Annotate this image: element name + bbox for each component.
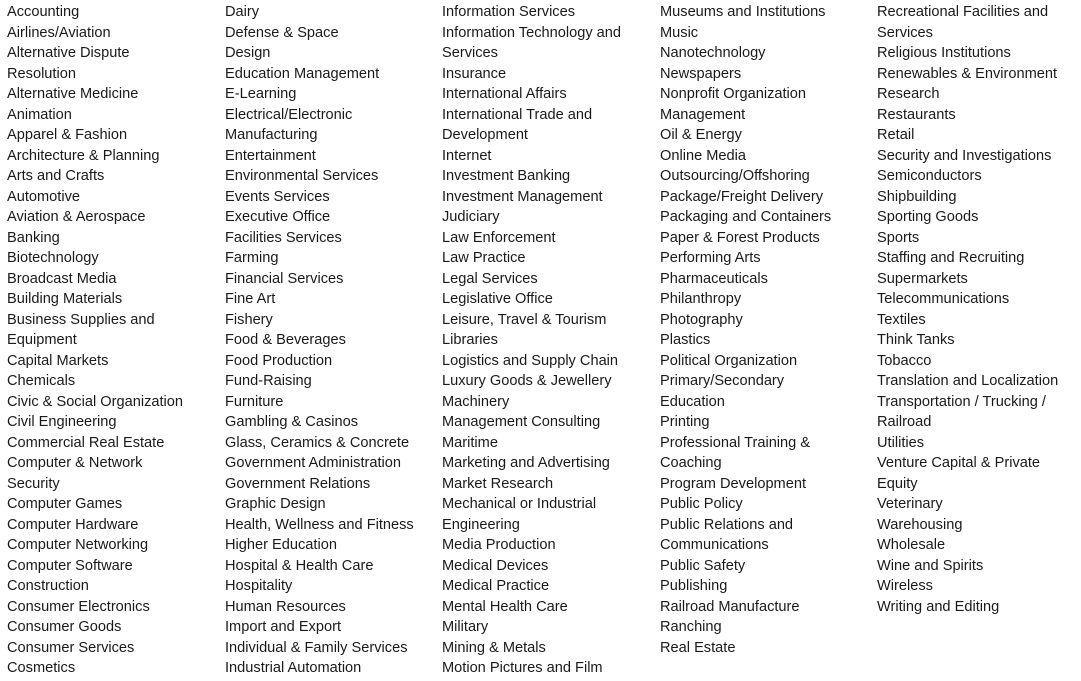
industry-list-item: Manufacturing bbox=[225, 127, 318, 143]
industry-column-3 bbox=[442, 2, 621, 679]
industry-list-item: Higher Education bbox=[225, 537, 337, 553]
industry-list-item: Veterinary bbox=[877, 496, 943, 512]
industry-list-item: Resolution bbox=[7, 65, 76, 82]
industry-list-item: Alternative Medicine bbox=[7, 86, 139, 102]
industry-list-item: Defense & Space bbox=[225, 24, 339, 41]
industry-list-item: Nanotechnology bbox=[660, 45, 766, 61]
industry-list-item: Apparel & Fashion bbox=[7, 127, 128, 143]
industry-list-item: Printing bbox=[660, 414, 710, 430]
industry-column-5 bbox=[877, 2, 1058, 617]
industry-list-item: Military bbox=[442, 619, 489, 635]
industry-list-item: Equity bbox=[877, 475, 918, 492]
industry-list-item: Research bbox=[877, 86, 940, 102]
industry-list-item: Translation and Localization bbox=[877, 373, 1059, 389]
industry-list-item: Computer Games bbox=[7, 496, 123, 512]
industry-list-item: Retail bbox=[877, 127, 915, 143]
industry-list-item: Aviation & Aerospace bbox=[7, 209, 146, 225]
industry-list-item: Investment Banking bbox=[442, 168, 571, 184]
industry-list-item: Venture Capital & Private bbox=[877, 455, 1041, 471]
industry-list-item: Security bbox=[7, 475, 60, 492]
industry-list-item: Legislative Office bbox=[442, 291, 553, 307]
industry-list-item: Coaching bbox=[660, 455, 722, 471]
industry-list-item: Professional Training & bbox=[660, 434, 811, 451]
industry-column-2 bbox=[225, 2, 414, 679]
industry-list-item: Railroad Manufacture bbox=[660, 598, 800, 615]
industry-list-item: Hospital & Health Care bbox=[225, 557, 374, 574]
industry-list-item: Marketing and Advertising bbox=[442, 455, 610, 471]
industry-list-item: Gambling & Casinos bbox=[225, 414, 359, 430]
industry-list-item: Security and Investigations bbox=[877, 147, 1052, 164]
industry-list-item: Utilities bbox=[877, 434, 925, 451]
industry-list-item: Government Relations bbox=[225, 475, 371, 492]
industry-list-item: Nonprofit Organization bbox=[660, 86, 807, 102]
industry-list-item: Machinery bbox=[442, 393, 510, 410]
industry-list-item: Animation bbox=[7, 106, 72, 123]
industry-list-item: Wine and Spirits bbox=[877, 557, 984, 574]
industry-list-item: Food Production bbox=[225, 352, 333, 369]
industry-list-item: Fishery bbox=[225, 311, 273, 328]
industry-list-item: Furniture bbox=[225, 393, 284, 410]
industry-list-item: Human Resources bbox=[225, 598, 346, 615]
industry-list-item: Newspapers bbox=[660, 65, 742, 82]
industry-list-item: Recreational Facilities and bbox=[877, 4, 1049, 20]
industry-list-item: Public Safety bbox=[660, 557, 746, 574]
industry-list-item: Performing Arts bbox=[660, 250, 761, 266]
industry-list-item: Individual & Family Services bbox=[225, 639, 408, 656]
industry-list-item: Facilities Services bbox=[225, 229, 342, 246]
industry-list-item: Industrial Automation bbox=[225, 660, 362, 676]
industry-list-item: Libraries bbox=[442, 332, 498, 348]
industry-list-item: Telecommunications bbox=[877, 291, 1010, 307]
industry-list-item: Medical Practice bbox=[442, 578, 550, 594]
industry-list-item: Philanthropy bbox=[660, 291, 742, 307]
industry-list-item: Consumer Electronics bbox=[7, 598, 150, 615]
industry-list-item: International Trade and bbox=[442, 106, 593, 123]
industry-column-4 bbox=[660, 2, 831, 658]
industry-list-item: Arts and Crafts bbox=[7, 168, 105, 184]
industry-list-item: Development bbox=[442, 127, 528, 143]
industry-list-item: Financial Services bbox=[225, 270, 344, 287]
industry-column-1 bbox=[7, 2, 183, 679]
industry-list-item: Information Technology and bbox=[442, 24, 622, 41]
industry-list-item: Education Management bbox=[225, 65, 380, 82]
industry-list-item: Think Tanks bbox=[877, 332, 955, 348]
industry-list-item: E-Learning bbox=[225, 86, 297, 102]
industry-list-item: Shipbuilding bbox=[877, 188, 957, 205]
industry-list-item: Ranching bbox=[660, 619, 722, 635]
industry-list-item: Outsourcing/Offshoring bbox=[660, 168, 810, 184]
industry-list-item: Law Enforcement bbox=[442, 229, 556, 246]
industry-list-item: Maritime bbox=[442, 434, 498, 451]
industry-list-item: Management Consulting bbox=[442, 414, 601, 430]
industry-list-item: Public Relations and bbox=[660, 516, 794, 533]
industry-list-item: Management bbox=[660, 106, 746, 123]
industry-list-item: Real Estate bbox=[660, 639, 736, 656]
industry-list-item: Program Development bbox=[660, 475, 807, 492]
industry-list-item: Internet bbox=[442, 147, 492, 164]
industry-list-item: Motion Pictures and Film bbox=[442, 660, 603, 676]
industry-list-item: Entertainment bbox=[225, 147, 316, 164]
industry-list-item: Services bbox=[442, 45, 498, 61]
industry-list-item: Glass, Ceramics & Concrete bbox=[225, 434, 410, 451]
industry-list-item: Mechanical or Industrial bbox=[442, 496, 597, 512]
industry-list-item: Executive Office bbox=[225, 209, 331, 225]
industry-list-item: Restaurants bbox=[877, 106, 956, 123]
industry-list-item: Wireless bbox=[877, 578, 933, 594]
industry-list-item: Pharmaceuticals bbox=[660, 270, 768, 287]
industry-list-item: Insurance bbox=[442, 65, 507, 82]
industry-list-page bbox=[0, 2, 1081, 681]
industry-list-item: Package/Freight Delivery bbox=[660, 188, 824, 205]
industry-list-item: Cosmetics bbox=[7, 660, 76, 676]
industry-list-item: Public Policy bbox=[660, 496, 743, 512]
industry-list-item: Online Media bbox=[660, 147, 746, 164]
industry-list-item: Chemicals bbox=[7, 373, 76, 389]
industry-list-item: Equipment bbox=[7, 332, 77, 348]
industry-list-item: Plastics bbox=[660, 332, 711, 348]
industry-list-item: Publishing bbox=[660, 578, 728, 594]
industry-list-item: Design bbox=[225, 45, 271, 61]
industry-list-item: Photography bbox=[660, 311, 743, 328]
industry-list-item: Primary/Secondary bbox=[660, 373, 785, 389]
industry-list-item: Textiles bbox=[877, 311, 926, 328]
industry-list-item: Leisure, Travel & Tourism bbox=[442, 311, 607, 328]
industry-list-item: Consumer Goods bbox=[7, 619, 122, 635]
industry-list-item: Judiciary bbox=[442, 209, 500, 225]
industry-list-item: Fund-Raising bbox=[225, 373, 312, 389]
industry-list-item: Law Practice bbox=[442, 250, 526, 266]
industry-list-item: Health, Wellness and Fitness bbox=[225, 516, 414, 533]
industry-list-item: Mining & Metals bbox=[442, 639, 546, 656]
industry-list-item: Building Materials bbox=[7, 291, 123, 307]
industry-list-item: Banking bbox=[7, 229, 60, 246]
industry-list-item: Civil Engineering bbox=[7, 414, 117, 430]
industry-list-item: Information Services bbox=[442, 4, 576, 20]
industry-list-item: Education bbox=[660, 393, 725, 410]
industry-list-item: Medical Devices bbox=[442, 557, 549, 574]
industry-list-item: Tobacco bbox=[877, 352, 932, 369]
industry-list-item: Supermarkets bbox=[877, 270, 968, 287]
industry-list-item: Electrical/Electronic bbox=[225, 106, 353, 123]
industry-list-item: Staffing and Recruiting bbox=[877, 250, 1025, 266]
industry-list-item: Farming bbox=[225, 250, 279, 266]
industry-list-item: Religious Institutions bbox=[877, 45, 1011, 61]
industry-list-item: Legal Services bbox=[442, 270, 538, 287]
industry-list-item: Biotechnology bbox=[7, 250, 99, 266]
industry-list-item: Environmental Services bbox=[225, 168, 379, 184]
industry-list-item: Commercial Real Estate bbox=[7, 434, 165, 451]
industry-list-item: Food & Beverages bbox=[225, 332, 346, 348]
industry-list-item: Semiconductors bbox=[877, 168, 982, 184]
industry-list-item: Alternative Dispute bbox=[7, 45, 130, 61]
industry-list-item: Museums and Institutions bbox=[660, 4, 826, 20]
industry-list-item: Events Services bbox=[225, 188, 330, 205]
industry-list-item: Luxury Goods & Jewellery bbox=[442, 373, 612, 389]
industry-list-item: Writing and Editing bbox=[877, 598, 1000, 615]
industry-list-item: Media Production bbox=[442, 537, 556, 553]
industry-list-item: Renewables & Environment bbox=[877, 65, 1058, 82]
industry-list-item: Oil & Energy bbox=[660, 127, 742, 143]
industry-list-item: Dairy bbox=[225, 4, 260, 20]
industry-list-item: Sporting Goods bbox=[877, 209, 979, 225]
industry-list-item: Architecture & Planning bbox=[7, 147, 160, 164]
industry-list-item: Investment Management bbox=[442, 188, 603, 205]
industry-list-item: Sports bbox=[877, 229, 920, 246]
industry-list-item: Civic & Social Organization bbox=[7, 393, 184, 410]
industry-list-item: Warehousing bbox=[877, 516, 963, 533]
industry-list-item: Accounting bbox=[7, 4, 80, 20]
industry-list-item: Business Supplies and bbox=[7, 311, 155, 328]
industry-list-item: Computer Software bbox=[7, 557, 133, 574]
industry-list-item: Consumer Services bbox=[7, 639, 135, 656]
industry-list-item: Mental Health Care bbox=[442, 598, 568, 615]
industry-list-item: Railroad bbox=[877, 414, 932, 430]
industry-list-item: Government Administration bbox=[225, 455, 402, 471]
industry-list-item: Automotive bbox=[7, 188, 81, 205]
industry-list-item: Communications bbox=[660, 537, 769, 553]
industry-list-item: Services bbox=[877, 24, 933, 41]
industry-list-item: Engineering bbox=[442, 516, 520, 533]
industry-list-item: Broadcast Media bbox=[7, 270, 117, 287]
industry-list-item: Graphic Design bbox=[225, 496, 326, 512]
industry-list-item: Import and Export bbox=[225, 619, 341, 635]
industry-list-item: Computer Networking bbox=[7, 537, 149, 553]
industry-list-item: Computer Hardware bbox=[7, 516, 139, 533]
industry-list-item: International Affairs bbox=[442, 86, 567, 102]
industry-list-item: Capital Markets bbox=[7, 352, 109, 369]
industry-list-item: Fine Art bbox=[225, 291, 276, 307]
industry-list-item: Logistics and Supply Chain bbox=[442, 352, 619, 369]
industry-list-item: Political Organization bbox=[660, 352, 798, 369]
industry-list-item: Hospitality bbox=[225, 578, 293, 594]
industry-list-item: Packaging and Containers bbox=[660, 209, 832, 225]
industry-list-item: Airlines/Aviation bbox=[7, 24, 111, 41]
industry-list-item: Wholesale bbox=[877, 537, 946, 553]
industry-list-item: Construction bbox=[7, 578, 89, 594]
industry-list-item: Computer & Network bbox=[7, 455, 143, 471]
industry-list-item: Paper & Forest Products bbox=[660, 229, 820, 246]
industry-list-item: Music bbox=[660, 24, 699, 41]
industry-list-item: Market Research bbox=[442, 475, 554, 492]
industry-list-item: Transportation / Trucking / bbox=[877, 393, 1046, 410]
